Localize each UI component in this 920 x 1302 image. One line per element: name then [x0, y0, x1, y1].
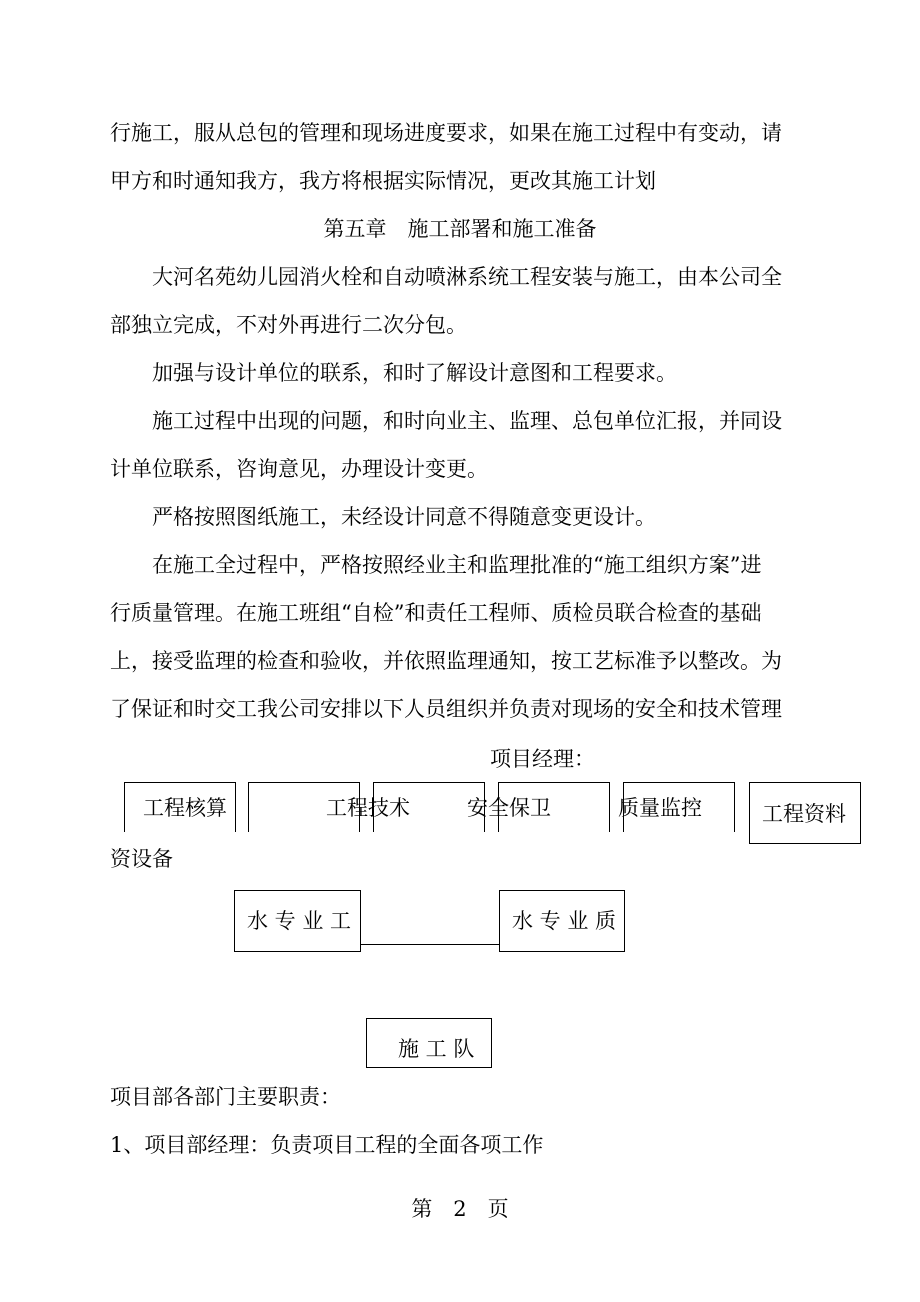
paragraph-line: 行质量管理。在施工班组“自检”和责任工程师、质检员联合检查的基础 — [110, 601, 762, 625]
list-item: 1、项目部经理：负责项目工程的全面各项工作 — [110, 1133, 544, 1157]
org-label-water-eng: 水 专 业 工 — [247, 909, 352, 933]
chapter-title: 第五章 施工部署和施工准备 — [323, 217, 597, 241]
paragraph-line: 甲方和时通知我方，我方将根据实际情况，更改其施工计划 — [110, 169, 656, 193]
org-connector-line — [361, 944, 499, 945]
org-dept-label: 质量监控 — [618, 796, 702, 820]
paragraph-line: 大河名苑幼儿园消火栓和自动喷淋系统工程安装与施工，由本公司全 — [152, 265, 782, 289]
paragraph-line: 上，接受监理的检查和验收，并依照监理通知，按工艺标准予以整改。为 — [110, 649, 782, 673]
paragraph-line: 严格按照图纸施工，未经设计同意不得随意变更设计。 — [152, 505, 656, 529]
org-dept-label: 安全保卫 — [467, 796, 551, 820]
paragraph-line: 计单位联系，咨询意见，办理设计变更。 — [110, 457, 488, 481]
org-label-team: 施 工 队 — [398, 1037, 475, 1061]
org-dept-label: 工程资料 — [762, 802, 846, 826]
page-number: 第 2 页 — [411, 1197, 509, 1221]
paragraph-line: 加强与设计单位的联系，和时了解设计意图和工程要求。 — [152, 361, 677, 385]
org-label-water-qc: 水 专 业 质 — [512, 909, 617, 933]
org-overflow-text: 资设备 — [110, 847, 173, 871]
org-manager-label: 项目经理： — [490, 747, 595, 771]
org-dept-label: 工程技术 — [326, 796, 410, 820]
paragraph-line: 施工过程中出现的问题，和时向业主、监理、总包单位汇报，并同设 — [152, 409, 782, 433]
paragraph-line: 行施工，服从总包的管理和现场进度要求，如果在施工过程中有变动，请 — [110, 121, 782, 145]
paragraph-line: 在施工全过程中，严格按照经业主和监理批准的“施工组织方案”进 — [152, 553, 762, 577]
paragraph-line: 了保证和时交工我公司安排以下人员组织并负责对现场的安全和技术管理 — [110, 697, 782, 721]
section-heading: 项目部各部门主要职责： — [110, 1085, 341, 1109]
paragraph-line: 部独立完成，不对外再进行二次分包。 — [110, 313, 467, 337]
org-dept-label: 工程核算 — [143, 796, 227, 820]
